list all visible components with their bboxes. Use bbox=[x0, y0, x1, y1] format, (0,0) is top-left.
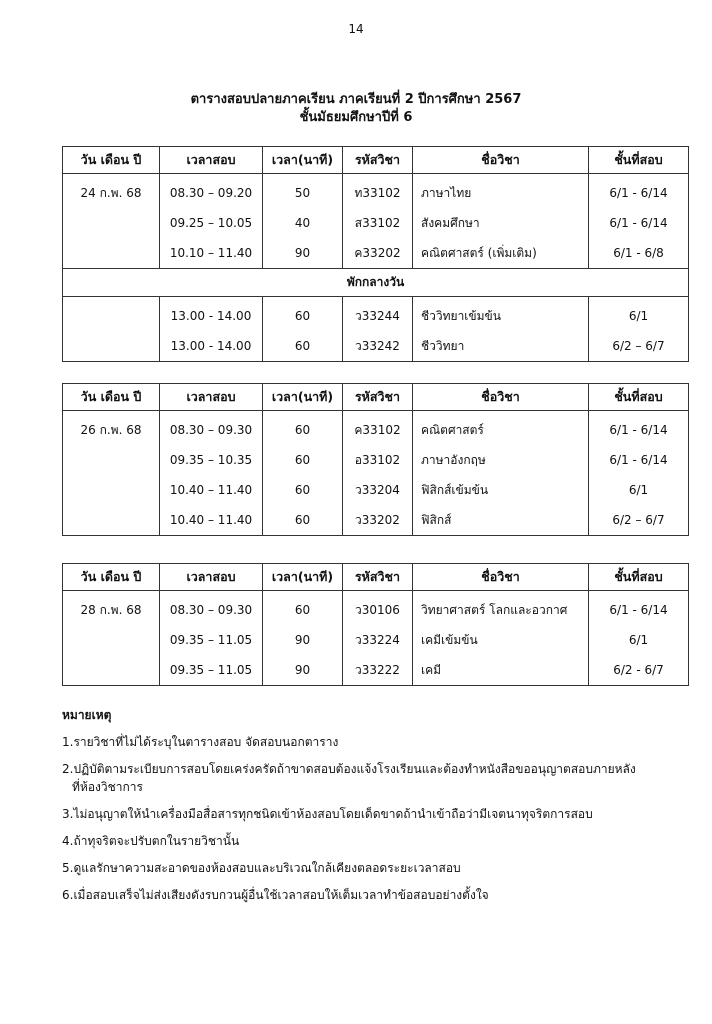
exam-date-empty bbox=[63, 505, 160, 536]
table-row bbox=[63, 475, 689, 505]
exam-date-empty bbox=[63, 625, 160, 655]
exam-table-2 bbox=[62, 383, 689, 536]
subject-name: วิทยาศาสตร์ โลกและอวกาศ bbox=[413, 591, 589, 626]
header-duration: เวลา(นาที) bbox=[263, 384, 343, 411]
exam-room: 6/1 - 6/8 bbox=[589, 238, 689, 269]
subject-name: ภาษาอังกฤษ bbox=[413, 445, 589, 475]
subject-code: ว33204 bbox=[343, 475, 413, 505]
subject-code: ว33244 bbox=[343, 297, 413, 332]
table-row bbox=[63, 591, 689, 626]
exam-date-empty bbox=[63, 445, 160, 475]
header-date: วัน เดือน ปี bbox=[63, 384, 160, 411]
exam-time: 08.30 – 09.30 bbox=[160, 411, 263, 446]
exam-room: 6/1 bbox=[589, 297, 689, 332]
header-room: ชั้นที่สอบ bbox=[589, 147, 689, 174]
document-title: ตารางสอบปลายภาคเรียน ภาคเรียนที่ 2 ปีการศึกษา 2567 bbox=[190, 92, 522, 107]
table-row bbox=[63, 238, 689, 269]
table-header-row bbox=[63, 147, 689, 174]
exam-table-1 bbox=[62, 146, 689, 362]
exam-duration: 60 bbox=[263, 505, 343, 536]
notes-section bbox=[62, 706, 682, 913]
table-row bbox=[63, 331, 689, 362]
note-item-text: 2.ปฏิบัติตามระเบียบการสอบโดยเคร่งครัดถ้าขาดสอบต้องแจ้งโรงเรียนและต้องทำหนังสือขออนุญาตสอบภายหลัง bbox=[62, 762, 636, 776]
exam-date-empty bbox=[63, 238, 160, 269]
header-room: ชั้นที่สอบ bbox=[589, 564, 689, 591]
table-row bbox=[63, 297, 689, 332]
exam-room: 6/1 - 6/14 bbox=[589, 591, 689, 626]
note-item: 1.รายวิชาที่ไม่ได้ระบุในตารางสอบ จัดสอบนอกตาราง bbox=[62, 735, 339, 749]
subject-code: ส33102 bbox=[343, 208, 413, 238]
exam-date: 26 ก.พ. 68 bbox=[63, 411, 160, 446]
exam-date-empty bbox=[63, 297, 160, 332]
note-item: 4.ถ้าทุจริตจะปรับตกในรายวิชานั้น bbox=[62, 834, 240, 848]
exam-room: 6/2 – 6/7 bbox=[589, 331, 689, 362]
subject-name: คณิตศาสตร์ (เพิ่มเติม) bbox=[413, 238, 589, 269]
subject-name: ภาษาไทย bbox=[413, 174, 589, 209]
exam-date: 28 ก.พ. 68 bbox=[63, 591, 160, 626]
exam-duration: 90 bbox=[263, 238, 343, 269]
table-row bbox=[63, 505, 689, 536]
exam-date-empty bbox=[63, 208, 160, 238]
exam-date-empty bbox=[63, 655, 160, 686]
note-item-continuation: ที่ห้องวิชาการ bbox=[72, 780, 143, 794]
header-subject: ชื่อวิชา bbox=[413, 384, 589, 411]
lunch-break-row bbox=[63, 269, 689, 297]
subject-code: อ33102 bbox=[343, 445, 413, 475]
exam-room: 6/1 bbox=[589, 625, 689, 655]
header-subject: ชื่อวิชา bbox=[413, 564, 589, 591]
exam-duration: 60 bbox=[263, 475, 343, 505]
subject-name: คณิตศาสตร์ bbox=[413, 411, 589, 446]
exam-time: 09.25 – 10.05 bbox=[160, 208, 263, 238]
subject-code: ค33102 bbox=[343, 411, 413, 446]
lunch-break-label: พักกลางวัน bbox=[63, 269, 689, 297]
table-row bbox=[63, 174, 689, 209]
exam-duration: 60 bbox=[263, 445, 343, 475]
subject-code: ว33222 bbox=[343, 655, 413, 686]
exam-room: 6/1 bbox=[589, 475, 689, 505]
exam-room: 6/1 - 6/14 bbox=[589, 445, 689, 475]
header-date: วัน เดือน ปี bbox=[63, 147, 160, 174]
subject-code: ท33102 bbox=[343, 174, 413, 209]
subject-name: สังคมศึกษา bbox=[413, 208, 589, 238]
exam-duration: 60 bbox=[263, 297, 343, 332]
subject-code: ว33242 bbox=[343, 331, 413, 362]
header-duration: เวลา(นาที) bbox=[263, 147, 343, 174]
exam-date: 24 ก.พ. 68 bbox=[63, 174, 160, 209]
exam-duration: 50 bbox=[263, 174, 343, 209]
exam-room: 6/1 - 6/14 bbox=[589, 411, 689, 446]
header-time: เวลาสอบ bbox=[160, 564, 263, 591]
note-item: 3.ไม่อนุญาตให้นำเครื่องมือสื่อสารทุกชนิดเข้าห้องสอบโดยเด็ดขาดถ้านำเข้าถือว่ามีเจตนาทุจริตการสอบ bbox=[62, 807, 593, 821]
exam-time: 13.00 - 14.00 bbox=[160, 331, 263, 362]
exam-date-empty bbox=[63, 475, 160, 505]
exam-duration: 60 bbox=[263, 591, 343, 626]
subject-name: เคมี bbox=[413, 655, 589, 686]
header-date: วัน เดือน ปี bbox=[63, 564, 160, 591]
header-code: รหัสวิชา bbox=[343, 564, 413, 591]
exam-time: 09.35 – 11.05 bbox=[160, 625, 263, 655]
exam-time: 08.30 – 09.20 bbox=[160, 174, 263, 209]
exam-duration: 60 bbox=[263, 411, 343, 446]
exam-time: 09.35 – 10.35 bbox=[160, 445, 263, 475]
exam-time: 13.00 - 14.00 bbox=[160, 297, 263, 332]
subject-name: ฟิสิกส์ bbox=[413, 505, 589, 536]
header-code: รหัสวิชา bbox=[343, 147, 413, 174]
exam-room: 6/1 - 6/14 bbox=[589, 174, 689, 209]
subject-name: ฟิสิกส์เข้มข้น bbox=[413, 475, 589, 505]
notes-title: หมายเหตุ bbox=[62, 708, 112, 722]
header-duration: เวลา(นาที) bbox=[263, 564, 343, 591]
exam-time: 10.10 – 11.40 bbox=[160, 238, 263, 269]
subject-code: ค33202 bbox=[343, 238, 413, 269]
note-item-2 bbox=[62, 760, 682, 796]
exam-date-empty bbox=[63, 331, 160, 362]
note-item: 6.เมื่อสอบเสร็จไม่ส่งเสียงดังรบกวนผู้อื่นใช้เวลาสอบให้เต็มเวลาทำข้อสอบอย่างตั้งใจ bbox=[62, 888, 489, 902]
exam-room: 6/2 - 6/7 bbox=[589, 655, 689, 686]
exam-duration: 60 bbox=[263, 331, 343, 362]
exam-room: 6/2 – 6/7 bbox=[589, 505, 689, 536]
table-row bbox=[63, 208, 689, 238]
exam-duration: 40 bbox=[263, 208, 343, 238]
table-header-row bbox=[63, 564, 689, 591]
header-time: เวลาสอบ bbox=[160, 384, 263, 411]
header-code: รหัสวิชา bbox=[343, 384, 413, 411]
subject-code: ว33224 bbox=[343, 625, 413, 655]
header-room: ชั้นที่สอบ bbox=[589, 384, 689, 411]
exam-duration: 90 bbox=[263, 655, 343, 686]
subject-name: ชีววิทยา bbox=[413, 331, 589, 362]
document-subtitle: ชั้นมัธยมศึกษาปีที่ 6 bbox=[299, 110, 413, 125]
exam-time: 09.35 – 11.05 bbox=[160, 655, 263, 686]
header-subject: ชื่อวิชา bbox=[413, 147, 589, 174]
table-row bbox=[63, 655, 689, 686]
exam-table-3 bbox=[62, 563, 689, 686]
header-time: เวลาสอบ bbox=[160, 147, 263, 174]
subject-name: เคมีเข้มข้น bbox=[413, 625, 589, 655]
exam-time: 10.40 – 11.40 bbox=[160, 475, 263, 505]
page-number: 14 bbox=[348, 22, 364, 36]
table-row bbox=[63, 445, 689, 475]
table-header-row bbox=[63, 384, 689, 411]
table-row bbox=[63, 411, 689, 446]
table-row bbox=[63, 625, 689, 655]
exam-time: 08.30 – 09.30 bbox=[160, 591, 263, 626]
subject-code: ว33202 bbox=[343, 505, 413, 536]
exam-time: 10.40 – 11.40 bbox=[160, 505, 263, 536]
subject-code: ว30106 bbox=[343, 591, 413, 626]
exam-duration: 90 bbox=[263, 625, 343, 655]
note-item: 5.ดูแลรักษาความสะอาดของห้องสอบและบริเวณใกล้เคียงตลอดระยะเวลาสอบ bbox=[62, 861, 461, 875]
subject-name: ชีววิทยาเข้มข้น bbox=[413, 297, 589, 332]
exam-room: 6/1 - 6/14 bbox=[589, 208, 689, 238]
